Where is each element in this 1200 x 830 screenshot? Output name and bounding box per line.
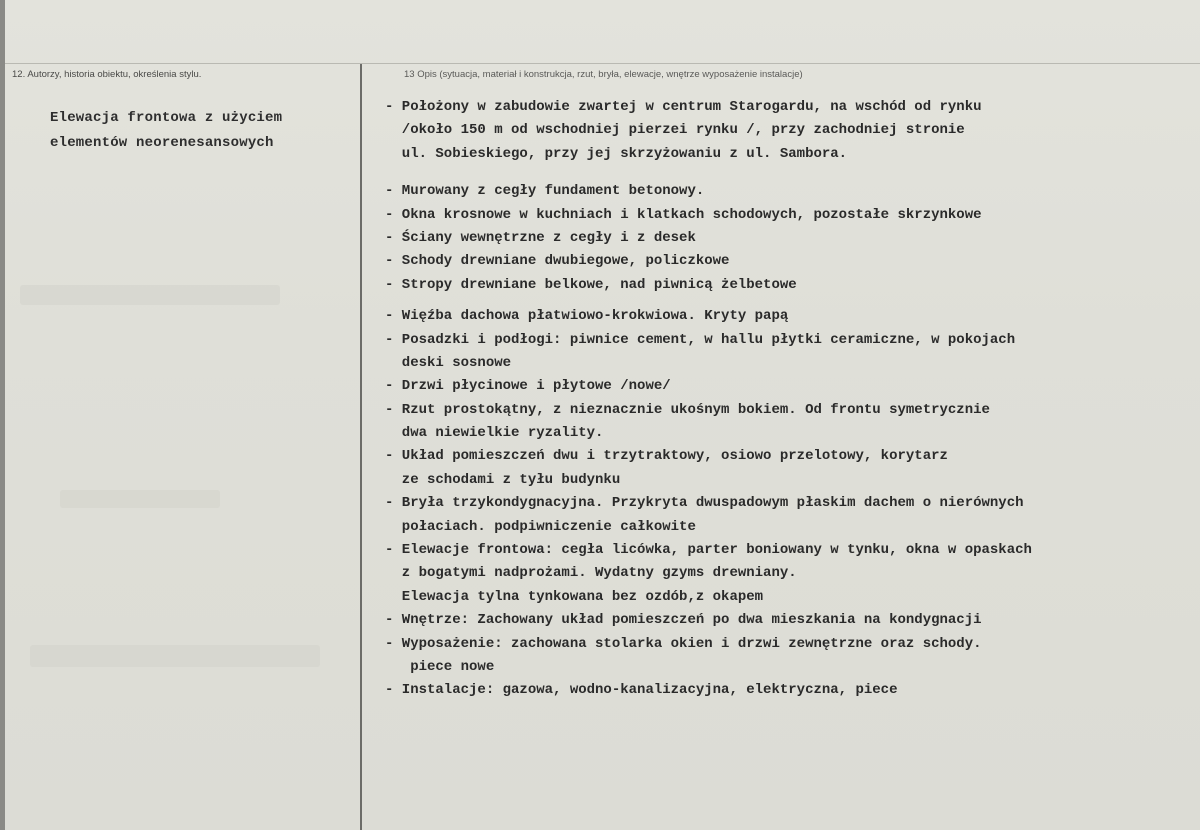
- bleed-through-mark: [60, 490, 220, 508]
- section-13-header: 13 Opis (sytuacja, materiał i konstrukcja, rzut, bryła, elewacje, wnętrze wyposażenie instalacje): [404, 69, 803, 80]
- desc-line: - Okna krosnowe w kuchniach i klatkach schodowych, pozostałe skrzynkowe: [385, 206, 982, 223]
- desc-line: - Układ pomieszczeń dwu i trzytraktowy, osiowo przelotowy, korytarz: [385, 448, 948, 465]
- desc-line: - Murowany z cegły fundament betonowy.: [385, 183, 705, 200]
- header-rule: [5, 63, 1200, 64]
- desc-line: - Wyposażenie: zachowana stolarka okien i drzwi zewnętrzne oraz schody.: [385, 635, 982, 652]
- object-description: [385, 96, 1032, 703]
- desc-line: deski sosnowe: [385, 354, 512, 371]
- desc-line: - Ściany wewnętrzne z cegły i z desek: [385, 229, 696, 246]
- desc-line: - Bryła trzykondygnacyjna. Przykryta dwuspadowym płaskim dachem o nierównych: [385, 495, 1024, 512]
- style-line-1: Elewacja frontowa z użyciem: [50, 110, 283, 126]
- page-edge: [0, 0, 5, 830]
- desc-line: połaciach. podpiwniczenie całkowite: [385, 518, 696, 535]
- desc-line: piece nowe: [385, 658, 495, 675]
- desc-line: - Posadzki i podłogi: piwnice cement, w hallu płytki ceramiczne, w pokojach: [385, 331, 1016, 348]
- desc-line: - Więźba dachowa płatwiowo-krokwiowa. Kryty papą: [385, 308, 789, 325]
- desc-line: /około 150 m od wschodniej pierzei rynku /, przy zachodniej stronie: [385, 122, 965, 139]
- desc-line: ze schodami z tyłu budynku: [385, 471, 621, 488]
- style-line-2: elementów neorenesansowych: [50, 135, 274, 151]
- bleed-through-mark: [20, 285, 280, 305]
- desc-line: - Położony w zabudowie zwartej w centrum Starogardu, na wschód od rynku: [385, 99, 982, 115]
- style-description: [50, 106, 282, 156]
- section-12-header: 12. Autorzy, historia obiektu, określenia stylu.: [12, 69, 202, 80]
- desc-line: - Schody drewniane dwubiegowe, policzkowe: [385, 253, 730, 270]
- desc-line: ul. Sobieskiego, przy jej skrzyżowaniu z ul. Sambora.: [385, 145, 848, 162]
- bleed-through-mark: [30, 645, 320, 667]
- desc-line: Elewacja tylna tynkowana bez ozdób,z okapem: [385, 588, 764, 605]
- desc-line: - Elewacje frontowa: cegła licówka, parter boniowany w tynku, okna w opaskach: [385, 542, 1032, 559]
- desc-line: - Drzwi płycinowe i płytowe /nowe/: [385, 378, 671, 395]
- desc-line: - Wnętrze: Zachowany układ pomieszczeń po dwa mieszkania na kondygnacji: [385, 612, 982, 629]
- column-divider: [360, 64, 362, 830]
- desc-line: z bogatymi nadprożami. Wydatny gzyms drewniany.: [385, 565, 797, 582]
- desc-line: - Instalacje: gazowa, wodno-kanalizacyjna, elektryczna, piece: [385, 682, 898, 699]
- desc-line: dwa niewielkie ryzality.: [385, 425, 604, 442]
- desc-line: - Stropy drewniane belkowe, nad piwnicą żelbetowe: [385, 276, 797, 293]
- desc-line: - Rzut prostokątny, z nieznacznie ukośnym bokiem. Od frontu symetrycznie: [385, 401, 990, 418]
